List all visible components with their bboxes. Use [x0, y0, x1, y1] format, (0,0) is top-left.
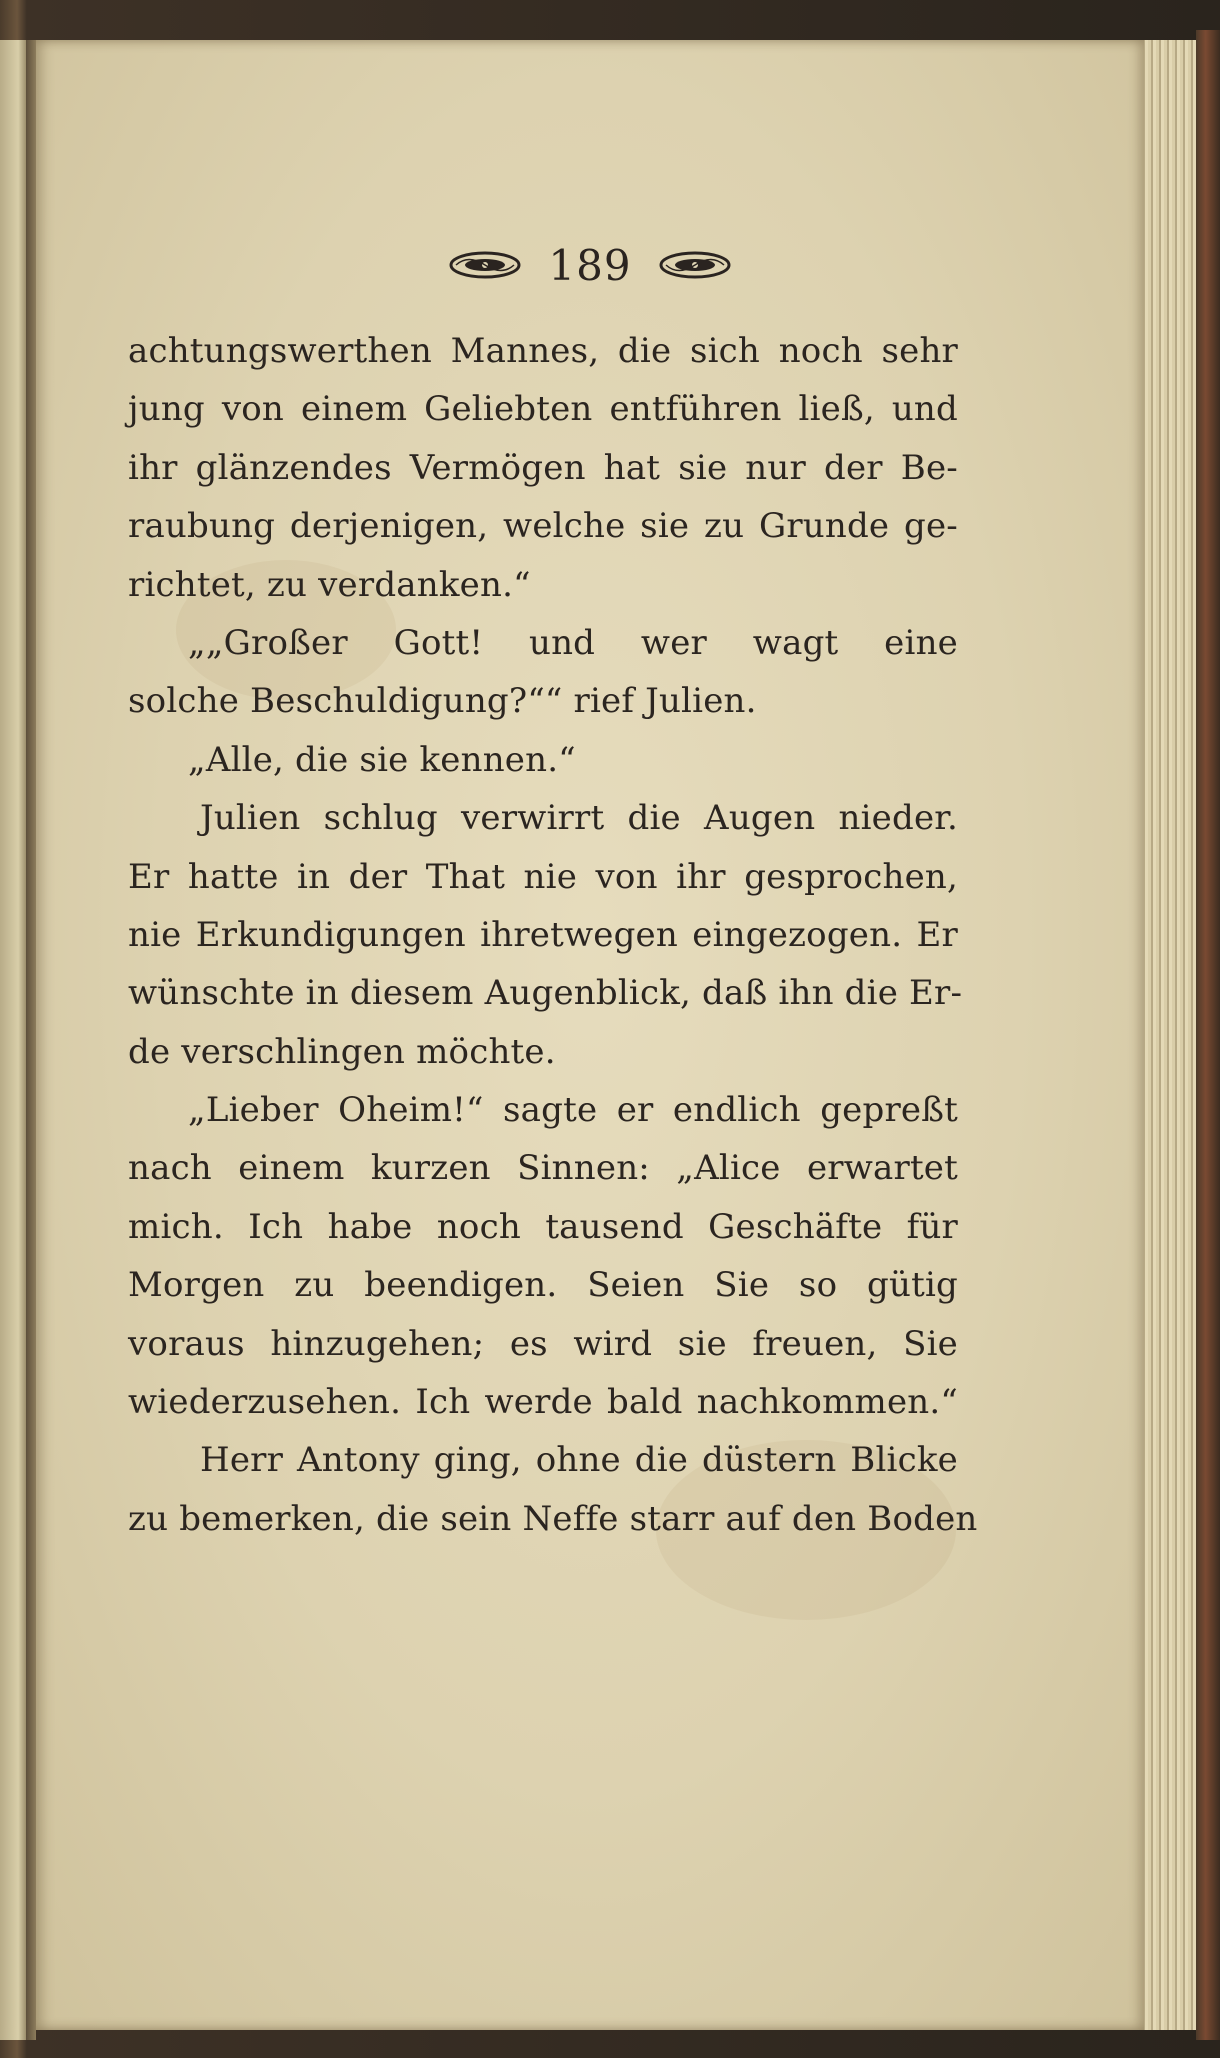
text-line: ihr glänzendes Vermögen hat sie nur der Be- — [128, 447, 958, 488]
book-page — [36, 40, 1144, 2030]
text-line: zu bemerken, die sein Neffe starr auf den Boden — [128, 1498, 978, 1539]
ornament-flourish-icon — [658, 250, 732, 280]
text-line: nie Erkundigungen ihretwegen eingezogen. Er — [128, 914, 958, 955]
text-line: achtungswerthen Mannes, die sich noch sehr — [128, 331, 958, 371]
text-line: Er hatte in der That nie von ihr gesprochen, — [128, 856, 958, 897]
text-line: nach einem kurzen Sinnen: „Alice erwartet — [128, 1148, 958, 1189]
text-line: raubung derjenigen, welche sie zu Grunde ge- — [128, 506, 958, 547]
text-line: de verschlingen möchte. — [128, 1031, 556, 1072]
text-line: richtet, zu verdanken.“ — [128, 564, 531, 605]
page-header — [36, 235, 1144, 295]
text-line: jung von einem Geliebten entführen ließ, und — [128, 389, 958, 430]
text-line: wünschte in diesem Augenblick, daß ihn die Er- — [128, 973, 963, 1014]
page-number: 189 — [548, 240, 632, 290]
facing-page-edge — [0, 40, 26, 2040]
book-gutter — [26, 40, 36, 2040]
ornament-flourish-icon — [448, 250, 522, 280]
text-line: solche Beschuldigung?““ rief Julien. — [128, 681, 757, 722]
text-line: voraus hinzugehen; es wird sie freuen, Sie — [128, 1323, 958, 1364]
text-line: wiederzusehen. Ich werde bald nachkommen.“ — [128, 1382, 958, 1423]
text-line: Herr Antony ging, ohne die düstern Blicke — [200, 1440, 958, 1481]
text-line: Julien schlug verwirrt die Augen nieder. — [200, 798, 958, 839]
text-line: „„Großer Gott! und wer wagt eine — [188, 622, 958, 663]
cover-edge — [1196, 30, 1220, 2040]
text-line: Morgen zu beendigen. Seien Sie so gütig — [128, 1265, 958, 1306]
text-line: „Lieber Oheim!“ sagte er endlich gepreßt — [188, 1090, 958, 1131]
text-line: „Alle, die sie kennen.“ — [188, 739, 576, 780]
body-text — [128, 322, 978, 1548]
text-line: mich. Ich habe noch tausend Geschäfte für — [128, 1206, 958, 1247]
page-stack-edge — [1140, 40, 1200, 2030]
